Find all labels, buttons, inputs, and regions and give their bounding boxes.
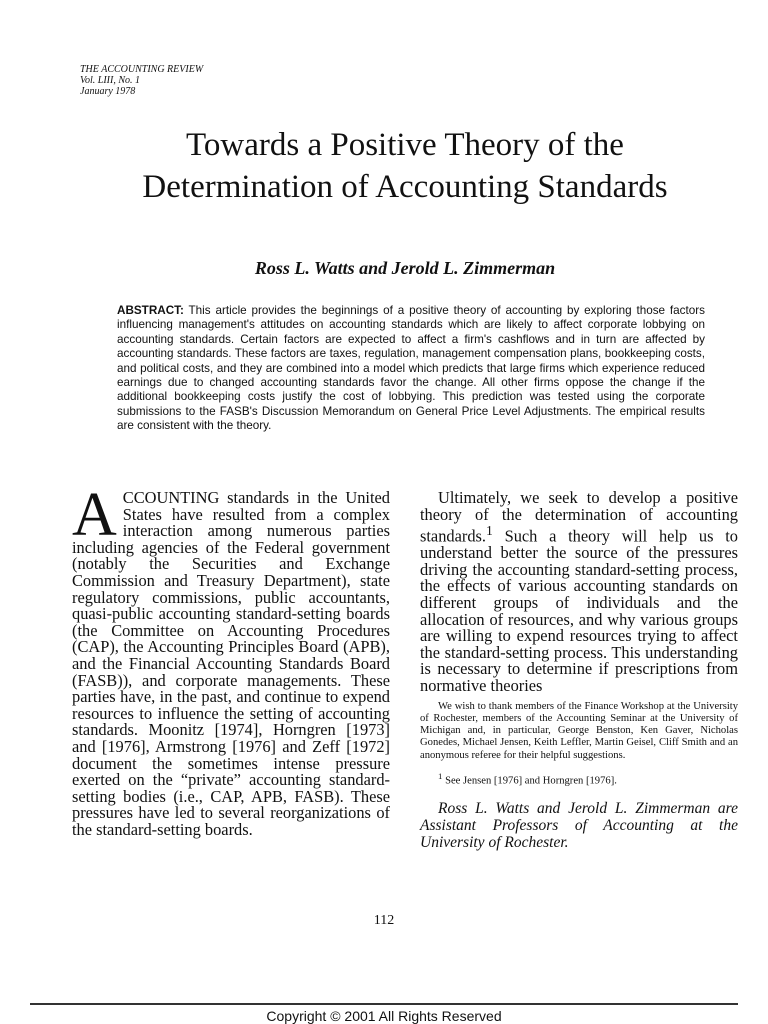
body-column-left: [72, 481, 390, 839]
footnote-ref-1: 1: [486, 523, 493, 539]
journal-name: THE ACCOUNTING REVIEW: [80, 64, 204, 75]
footnotes: [420, 701, 738, 851]
footnote-1-marker: 1: [438, 771, 443, 782]
journal-date: January 1978: [80, 86, 136, 97]
body-paragraph-2-text-b: Such a theory will help us to understand better the source of the pressures driving the accounting standard-setting process, the effects of various accounting standards on different groups of individuals and the allocation of resources, and why various groups are willing to expend resources trying to affect the standard-setting process. This understanding is necessary to determine if prescriptions from normative theories: [420, 526, 738, 695]
first-word-smallcaps: CCOUNTING: [122, 488, 220, 507]
abstract-text: This article provides the beginnings of a positive theory of accounting by exploring those factors influencing management's attitudes on accounting standards which are likely to affect corporate lobbying on accounting standards. Certain factors are expected to affect a firm's cashflows and in turn are affected by accounting standards. These factors are taxes, regulation, management compensation plans, bookkeeping costs, and political costs, and they are combined into a model which predicts that large firms which experience reduced earnings due to changed accounting standards favor the change. All other firms oppose the change if the additional bookkeeping costs justify the cost of lobbying. This prediction was tested using the corporate submissions to the FASB's Discussion Memorandum on General Price Level Adjustments. The empirical results are consistent with the theory.: [117, 304, 705, 433]
body-paragraph-2-text-a: Ultimately, we seek to develop a positive theory of the determination of accounting standards.: [420, 488, 738, 546]
footnote-1-text: See Jensen [1976] and Horngren [1976].: [442, 775, 617, 787]
journal-volume: Vol. LIII, No. 1: [80, 75, 140, 86]
page-number: 112: [373, 913, 395, 928]
body-paragraph-2: [420, 490, 738, 695]
abstract-label: ABSTRACT:: [117, 304, 184, 317]
abstract: [117, 304, 705, 434]
acknowledgement-note: We wish to thank members of the Finance Workshop at the University of Rochester, members of the Accounting Seminar at the University of Michigan and, in particular, George Benston, Ken Gaver, Nicholas Gonedes, Michael Jensen, Keith Leffler, Martin Geisel, Cliff Smith and an anonymous referee for their helpful suggestions.: [420, 700, 738, 761]
footer-divider: [30, 1003, 738, 1005]
article-title: Towards a Positive Theory of the Determination of Accounting Standards: [142, 127, 668, 205]
article-authors: Ross L. Watts and Jerold L. Zimmerman: [254, 258, 556, 278]
journal-header: [80, 64, 203, 97]
copyright-notice: Copyright © 2001 All Rights Reserved: [266, 1008, 502, 1024]
footnote-1: [420, 770, 738, 788]
body-paragraph-1-text: standards in the United States have resulted from a complex interaction among numerous parties including agencies of the Federal government (notably the Securities and Exchange Commission and Treasury Department), state regulatory commissions, public accountants, quasi-public accounting standard-setting boards (the Committee on Accounting Procedures (CAP), the Accounting Principles Board (APB), and the Financial Accounting Standards Board (FASB)), and corporate managements. These parties have, in the past, and continue to expend resources to influence the setting of accounting standards. Moonitz [1974], Horngren [1973] and [1976], Armstrong [1976] and Zeff [1972] document the sometimes intense pressure exerted on the “private” accounting standard-setting bodies (i.e., CAP, APB, FASB). These pressures have led to several reorganizations of the standard-setting boards.: [72, 488, 390, 839]
author-bio: Ross L. Watts and Jerold L. Zimmerman are Assistant Professors of Accounting at the University of Rochester.: [420, 799, 738, 851]
body-column-right: [420, 490, 738, 851]
body-paragraph-1: [72, 481, 390, 839]
drop-cap: A: [72, 481, 117, 549]
